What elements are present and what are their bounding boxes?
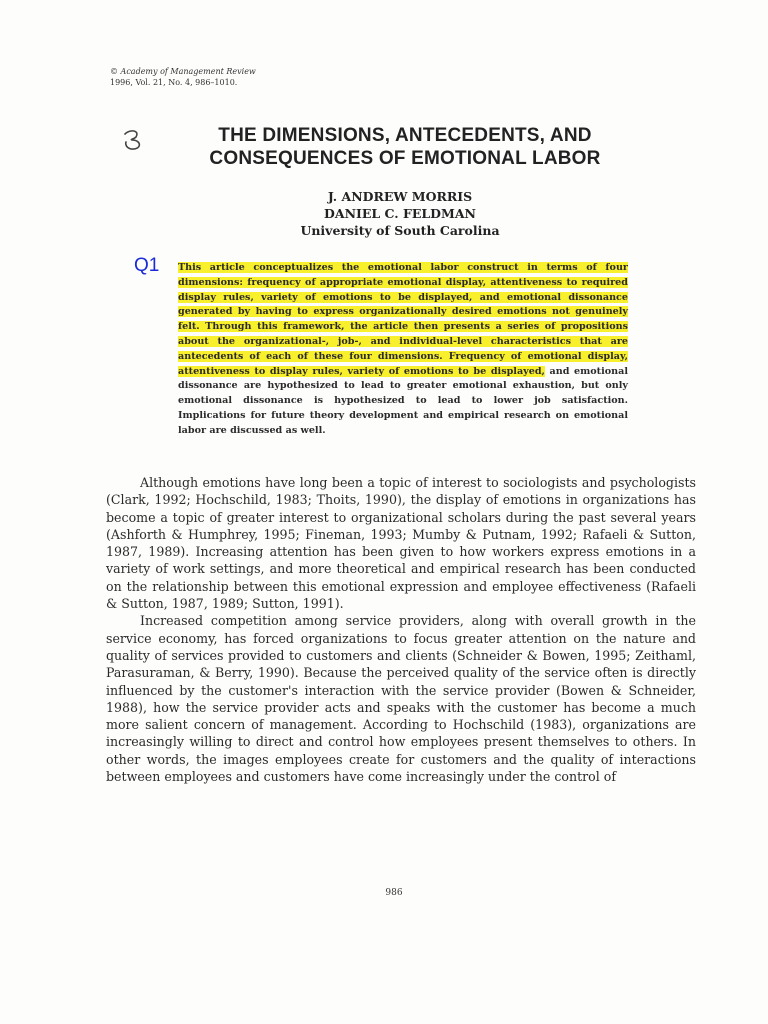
- abstract: [178, 261, 628, 439]
- author-block: [200, 188, 600, 239]
- journal-name: © Academy of Management Review: [110, 67, 256, 76]
- abstract-highlighted: This article conceptualizes the emotional labor construct in terms of four dimensions: frequency of appropriate emotional display, attentiveness to required display rules, variety of emotions to be displayed, and emotional dissonance generated by having to express organizationally desired emotions not genuinely felt. Through this framework, the article then presents a series of propositions about the organizational-, job-, and individual-level characteristics that are antecedents of each of these four dimensions. Frequency of emotional display, attentiveness to display rules, variety of emotions to be displayed,: [178, 262, 628, 377]
- paragraph-2: Increased competition among service providers, along with overall growth in the service economy, has forced organizations to focus greater attention on the nature and quality of services provided to customers and clients (Schneider & Bowen, 1995; Zeithaml, Parasuraman, & Berry, 1990). Because the perceived quality of the service often is directly influenced by the customer's interaction with the service provider (Bowen & Schneider, 1988), how the service provider acts and speaks with the customer has become a much more salient concern of management. According to Hochschild (1983), organizations are increasingly willing to direct and control how employees present themselves to others. In other words, the images employees create for customers and the quality of interactions between employees and customers have come increasingly under the control of: [106, 613, 696, 785]
- journal-citation: [110, 66, 256, 88]
- article-title: [150, 124, 660, 170]
- body-text: [106, 474, 696, 785]
- author-1: J. ANDREW MORRIS: [327, 189, 473, 204]
- author-2: DANIEL C. FELDMAN: [324, 206, 476, 221]
- affiliation: University of South Carolina: [300, 223, 500, 238]
- paragraph-1: Although emotions have long been a topic of interest to sociologists and psychologists (Clark, 1992; Hochschild, 1983; Thoits, 1990), the display of emotions in organizations has become a topic of greater interest to organizational scholars during the past several years (Ashforth & Humphrey, 1995; Fineman, 1993; Mumby & Putnam, 1992; Rafaeli & Sutton, 1987, 1989). Increasing attention has been given to how workers express emotions in a variety of work settings, and more theoretical and empirical research has been conducted on the relationship between this emotional expression and employee effectiveness (Rafaeli & Sutton, 1987, 1989; Sutton, 1991).: [106, 475, 696, 612]
- page-number: 986: [385, 888, 403, 898]
- annotation-label: Q1: [134, 255, 160, 276]
- handwritten-mark: [122, 128, 148, 152]
- journal-volume: 1996, Vol. 21, No. 4, 986–1010.: [110, 78, 238, 87]
- abstract-rest: and emotional dissonance are hypothesized to lead to greater emotional exhaustion, but only emotional dissonance is hypothesized to lead to lower job satisfaction. Implications for future theory development and empirical research on emotional labor are discussed as well.: [178, 365, 628, 436]
- title-line-1: THE DIMENSIONS, ANTECEDENTS, AND: [218, 125, 592, 146]
- title-line-2: CONSEQUENCES OF EMOTIONAL LABOR: [209, 148, 601, 169]
